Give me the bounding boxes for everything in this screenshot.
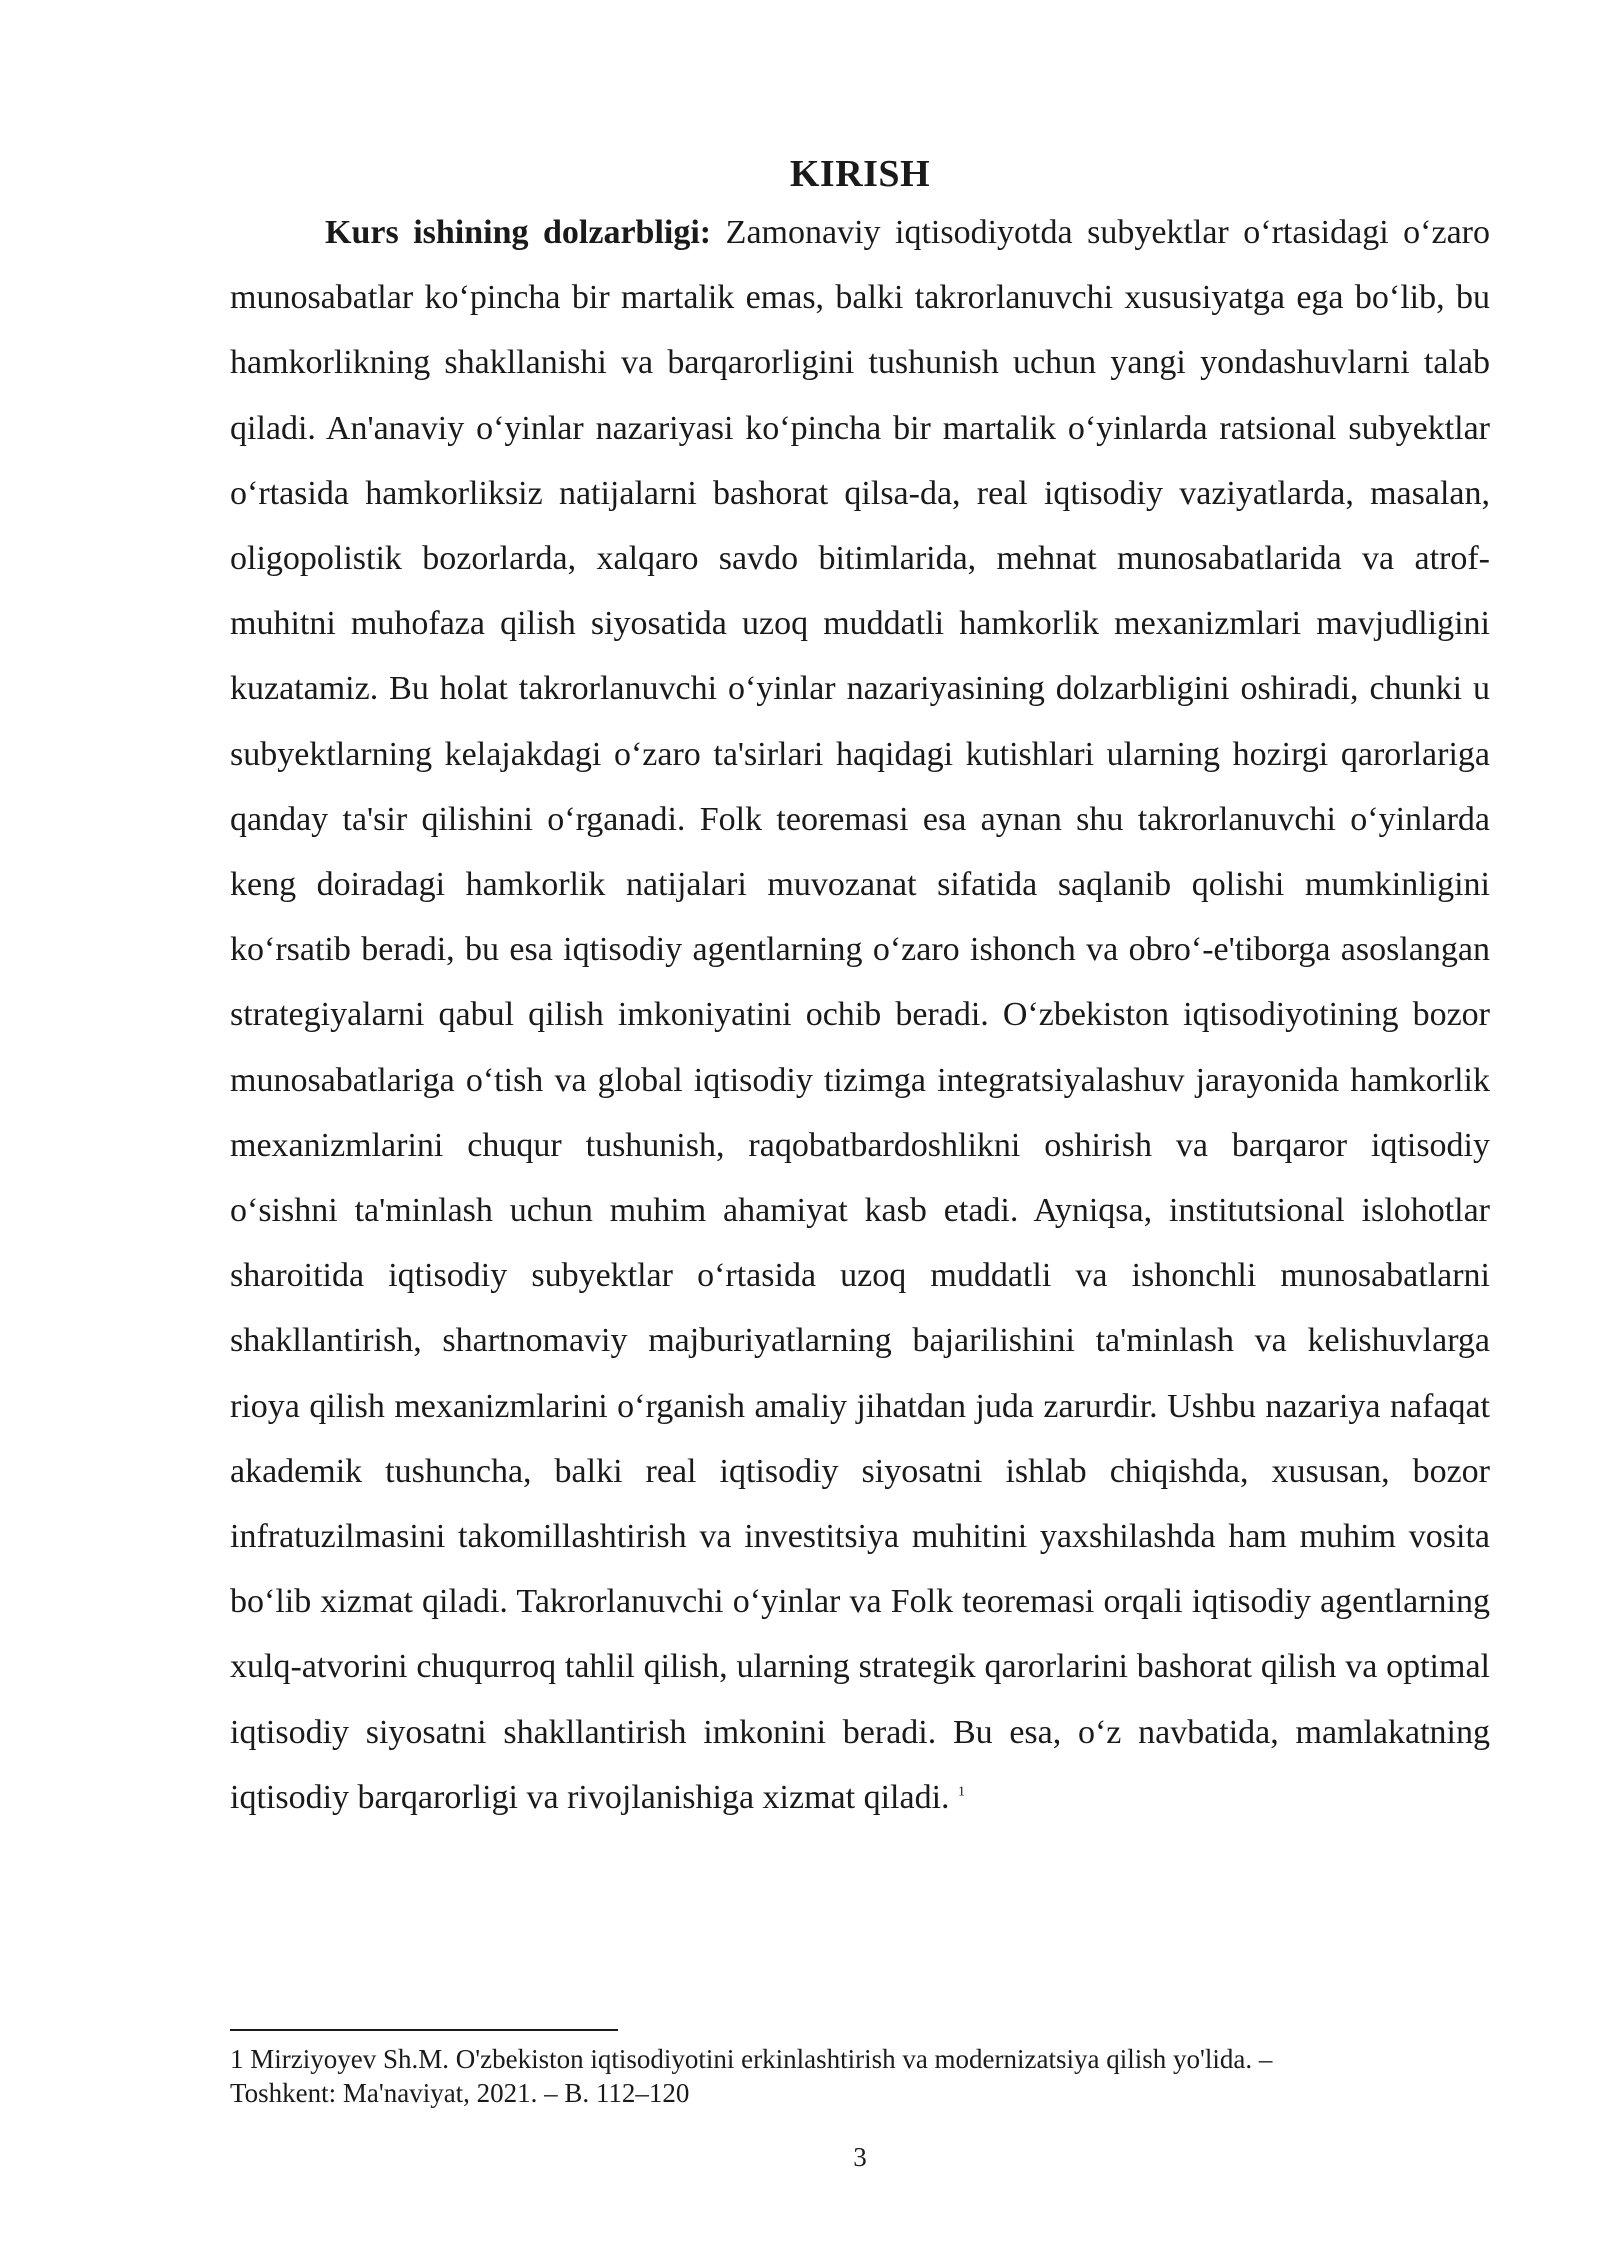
body-paragraph — [230, 200, 1490, 1830]
footnote-reference: 1 — [958, 1784, 966, 1800]
footnote-line-2: Toshkent: Ma'naviyat, 2021. – B. 112–120 — [230, 2078, 690, 2108]
footnote — [230, 2042, 1430, 2110]
body-text: Zamonaviy iqtisodiyotda subyektlar o‘rtasidagi o‘zaro munosabatlar ko‘pincha bir martalik emas, balki takrorlanuvchi xususiyatga ega bo‘lib, bu hamkorlikning shakllanishi va barqarorligini tushunish uchun yangi yondashuvlarni talab qiladi. An'anaviy o‘yinlar nazariyasi ko‘pincha bir martalik o‘yinlarda ratsional subyektlar o‘rtasida hamkorliksiz natijalarni bashorat qilsa-da, real iqtisodiy vaziyatlarda, masalan, oligopolistik bozorlarda, xalqaro savdo bitimlarida, mehnat munosabatlarida va atrof-muhitni muhofaza qilish siyosatida uzoq muddatli hamkorlik mexanizmlari mavjudligini kuzatamiz. Bu holat takrorlanuvchi o‘yinlar nazariyasining dolzarbligini oshiradi, chunki u subyektlarning kelajakdagi o‘zaro ta'sirlari haqidagi kutishlari ularning hozirgi qarorlariga qanday ta'sir qilishini o‘rganadi. Folk teoremasi esa aynan shu takrorlanuvchi o‘yinlarda keng doiradagi hamkorlik natijalari muvozanat sifatida saqlanib qolishi mumkinligini ko‘rsatib beradi, bu esa iqtisodiy agentlarning o‘zaro ishonch va obro‘-e'tiborga asoslangan strategiyalarni qabul qilish imkoniyatini ochib beradi. O‘zbekiston iqtisodiyotining bozor munosabatlariga o‘tish va global iqtisodiy tizimga integratsiyalashuv jarayonida hamkorlik mexanizmlarini chuqur tushunish, raqobatbardoshlikni oshirish va barqaror iqtisodiy o‘sishni ta'minlash uchun muhim ahamiyat kasb etadi. Ayniqsa, institutsional islohotlar sharoitida iqtisodiy subyektlar o‘rtasida uzoq muddatli va ishonchli munosabatlarni shakllantirish, shartnomaviy majburiyatlarning bajarilishini ta'minlash va kelishuvlarga rioya qilish mexanizmlarini o‘rganish amaliy jihatdan juda zarurdir. Ushbu nazariya nafaqat akademik tushuncha, balki real iqtisodiy siyosatni ishlab chiqishda, xususan, bozor infratuzilmasini takomillashtirish va investitsiya muhitini yaxshilashda ham muhim vosita bo‘lib xizmat qiladi. Takrorlanuvchi o‘yinlar va Folk teoremasi orqali iqtisodiy agentlarning xulq-atvorini chuqurroq tahlil qilish, ularning strategik qarorlarini bashorat qilish va optimal iqtisodiy siyosatni shakllantirish imkonini beradi. Bu esa, o‘z navbatida, mamlakatning iqtisodiy barqarorligi va rivojlanishiga xizmat qiladi. — [230, 214, 1491, 1816]
footnote-line-1: 1 Mirziyoyev Sh.M. O'zbekiston iqtisodiyotini erkinlashtirish va modernizatsiya qilish yo'lida. – — [230, 2044, 1273, 2074]
page-number: 3 — [853, 2142, 867, 2172]
footnote-separator — [230, 2029, 618, 2031]
page-title: KIRISH — [789, 153, 931, 195]
lead-label: Kurs ishining dolzarbligi: — [325, 214, 712, 251]
